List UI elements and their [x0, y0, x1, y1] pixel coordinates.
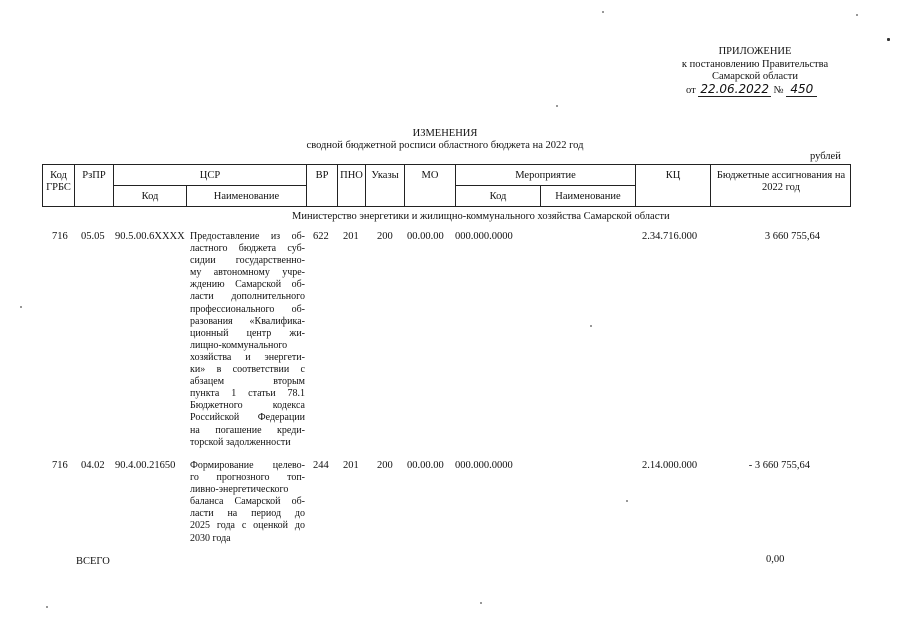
header-ukazy: Указы	[371, 170, 399, 181]
scan-speck	[887, 38, 890, 41]
header-budget: Бюджетные ассигнования на 2022 год	[716, 170, 846, 193]
date-prefix: от	[686, 85, 696, 96]
scan-speck	[626, 500, 628, 502]
row1-kc: 2.34.716.000	[642, 231, 698, 242]
row1-amount: 3 660 755,64	[764, 231, 820, 242]
total-label: ВСЕГО	[76, 556, 110, 567]
row1-vr: 622	[313, 231, 329, 242]
row1-rzpr: 05.05	[81, 231, 105, 242]
row2-ukazy: 200	[377, 460, 393, 471]
row2-vr: 244	[313, 460, 329, 471]
header-event-kod: Код	[489, 191, 507, 202]
appendix-date-line	[686, 83, 817, 97]
row1-grbs: 716	[52, 231, 68, 242]
scan-speck	[46, 606, 48, 608]
document-title: ИЗМЕНЕНИЯ	[412, 128, 478, 139]
row1-event-kod: 000.000.0000	[455, 231, 513, 242]
row2-csr-kod: 90.4.00.21650	[115, 460, 176, 471]
row2-csr-name: Формирование целево- го прогнозного топ- ливно-энергетического баланса Самарской об- ласти на период до 2025 года с оценкой до 2030 года	[190, 460, 305, 544]
scan-speck	[602, 11, 604, 13]
header-kod-grbs: Код ГРБС	[46, 170, 71, 193]
header-csr-name: Наименование	[213, 191, 280, 202]
scan-speck	[856, 14, 858, 16]
header-event: Мероприятие	[515, 170, 576, 181]
currency-label: рублей	[810, 151, 841, 162]
row2-rzpr: 04.02	[81, 460, 105, 471]
appendix-date: 22.06.2022	[700, 82, 770, 96]
ministry-name: Министерство энергетики и жилищно-коммунального хозяйства Самарской области	[292, 211, 670, 222]
row1-mo: 00.00.00	[407, 231, 444, 242]
header-mo: МО	[421, 170, 439, 181]
row1-csr-kod: 90.5.00.6XXXX	[115, 231, 185, 242]
header-pno: ПНО	[340, 170, 363, 181]
number-prefix: №	[773, 85, 784, 96]
row1-pno: 201	[343, 231, 359, 242]
scan-speck	[556, 105, 558, 107]
row2-grbs: 716	[52, 460, 68, 471]
header-csr: ЦСР	[199, 170, 221, 181]
appendix-line-1: к постановлению Правительства	[681, 59, 829, 70]
header-vr: ВР	[315, 170, 329, 181]
header-kc: КЦ	[665, 170, 681, 181]
row1-csr-name: Предоставление из об- ластного бюджета суб- сидии государственно- му автономному учре- ждению Самарской об- ласти дополнительного профессионального об- разования «Квалифика- ционный центр жи- лищно-коммунального хозяйства и энергети- ки» в соответствии с абзацем вторым пункта 1 статьи 78.1 Бюджетного кодекса Российской Федерации на погашение креди- торской задолженности	[190, 231, 305, 448]
scan-speck	[590, 325, 592, 327]
total-value: 0,00	[766, 554, 785, 565]
header-event-name: Наименование	[555, 191, 621, 202]
appendix-title: ПРИЛОЖЕНИЕ	[718, 46, 792, 57]
appendix-line-2: Самарской области	[712, 71, 798, 82]
document-subtitle: сводной бюджетной росписи областного бюджета на 2022 год	[306, 140, 584, 151]
row2-amount: - 3 660 755,64	[748, 460, 810, 471]
header-csr-kod: Код	[141, 191, 159, 202]
row2-pno: 201	[343, 460, 359, 471]
row1-ukazy: 200	[377, 231, 393, 242]
scan-speck	[20, 306, 22, 308]
row2-event-kod: 000.000.0000	[455, 460, 513, 471]
row2-mo: 00.00.00	[407, 460, 444, 471]
header-rzpr: РзПР	[82, 170, 106, 181]
row2-kc: 2.14.000.000	[642, 460, 698, 471]
scan-speck	[480, 602, 482, 604]
appendix-number: 450	[786, 82, 817, 97]
